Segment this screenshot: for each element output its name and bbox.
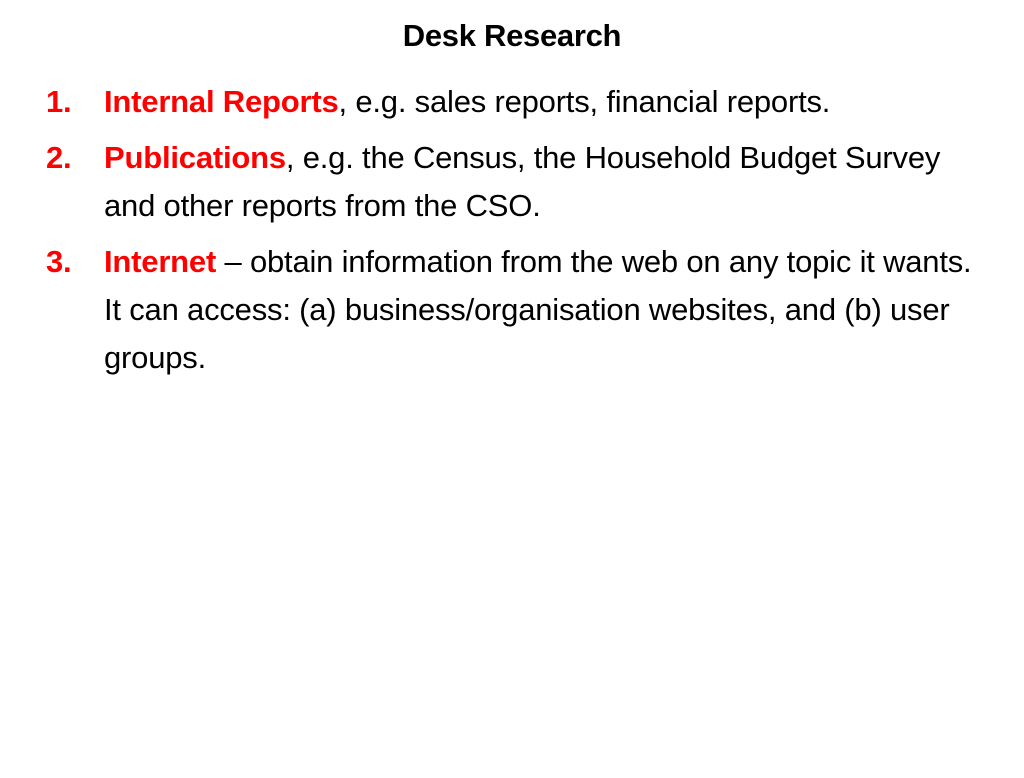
list-item (46, 238, 986, 382)
list-item-text: , e.g. the Census, the Household Budget Survey and other reports from the CSO. (104, 140, 941, 223)
list-item-text: , e.g. sales reports, financial reports. (338, 84, 831, 119)
list-item-term: Internal Reports (104, 84, 339, 119)
list-item-term: Internet (104, 244, 217, 279)
list-item-number: 3. (46, 244, 72, 279)
list-item-text: – obtain information from the web on any topic it wants. It can access: (a) business/organisation websites, and (b) user groups. (104, 244, 972, 375)
list-item-term: Publications (104, 140, 286, 175)
numbered-list (46, 78, 986, 390)
list-item-number: 1. (46, 84, 72, 119)
slide-title: Desk Research (402, 18, 622, 53)
list-item (46, 78, 986, 126)
list-item (46, 134, 986, 230)
list-item-number: 2. (46, 140, 72, 175)
